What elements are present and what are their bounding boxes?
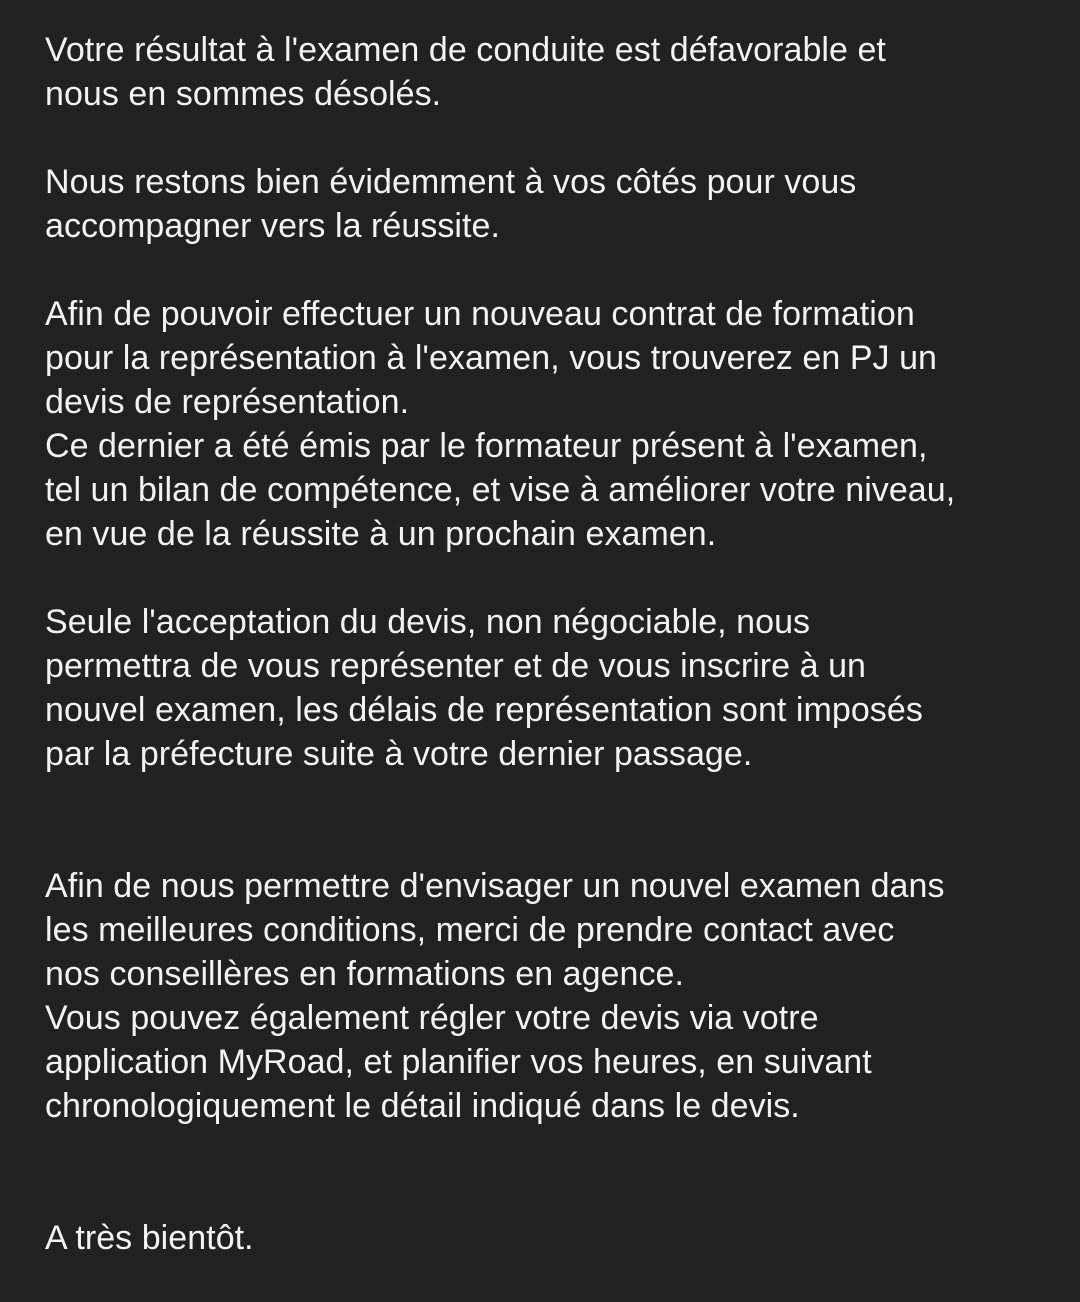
message-line: Votre résultat à l'examen de conduite est défavorable et — [45, 31, 886, 69]
paragraph-spacer — [45, 556, 1045, 600]
paragraph-spacer — [45, 776, 1045, 864]
message-line: tel un bilan de compétence, et vise à améliorer votre niveau, — [45, 471, 956, 509]
message-line: Seule l'acceptation du devis, non négociable, nous — [45, 603, 811, 641]
message-line: Ce dernier a été émis par le formateur présent à l'examen, — [45, 427, 928, 465]
paragraph-spacer — [45, 248, 1045, 292]
message-line: Afin de nous permettre d'envisager un nouvel examen dans — [45, 867, 945, 905]
message-line: permettra de vous représenter et de vous inscrire à un — [45, 647, 867, 685]
message-line: nous en sommes désolés. — [45, 75, 442, 113]
message-line: Afin de pouvoir effectuer un nouveau contrat de formation — [45, 295, 915, 333]
message-line: les meilleures conditions, merci de prendre contact avec — [45, 911, 895, 949]
message-line: application MyRoad, et planifier vos heures, en suivant — [45, 1043, 872, 1081]
message-line: par la préfecture suite à votre dernier passage. — [45, 735, 753, 773]
message-line: A très bientôt. — [45, 1219, 254, 1257]
message-line: Vous pouvez également régler votre devis via votre — [45, 999, 819, 1037]
message-line: chronologiquement le détail indiqué dans le devis. — [45, 1087, 800, 1125]
message-line: nouvel examen, les délais de représentation sont imposés — [45, 691, 923, 729]
paragraph-spacer — [45, 1128, 1045, 1216]
message-line: en vue de la réussite à un prochain examen. — [45, 515, 717, 553]
message-line: devis de représentation. — [45, 383, 410, 421]
paragraph-spacer — [45, 116, 1045, 160]
message-line: pour la représentation à l'examen, vous trouverez en PJ un — [45, 339, 938, 377]
message-body — [45, 28, 1045, 1260]
message-line: nos conseillères en formations en agence. — [45, 955, 684, 993]
message-line: accompagner vers la réussite. — [45, 207, 500, 245]
message-line: Nous restons bien évidemment à vos côtés pour vous — [45, 163, 857, 201]
